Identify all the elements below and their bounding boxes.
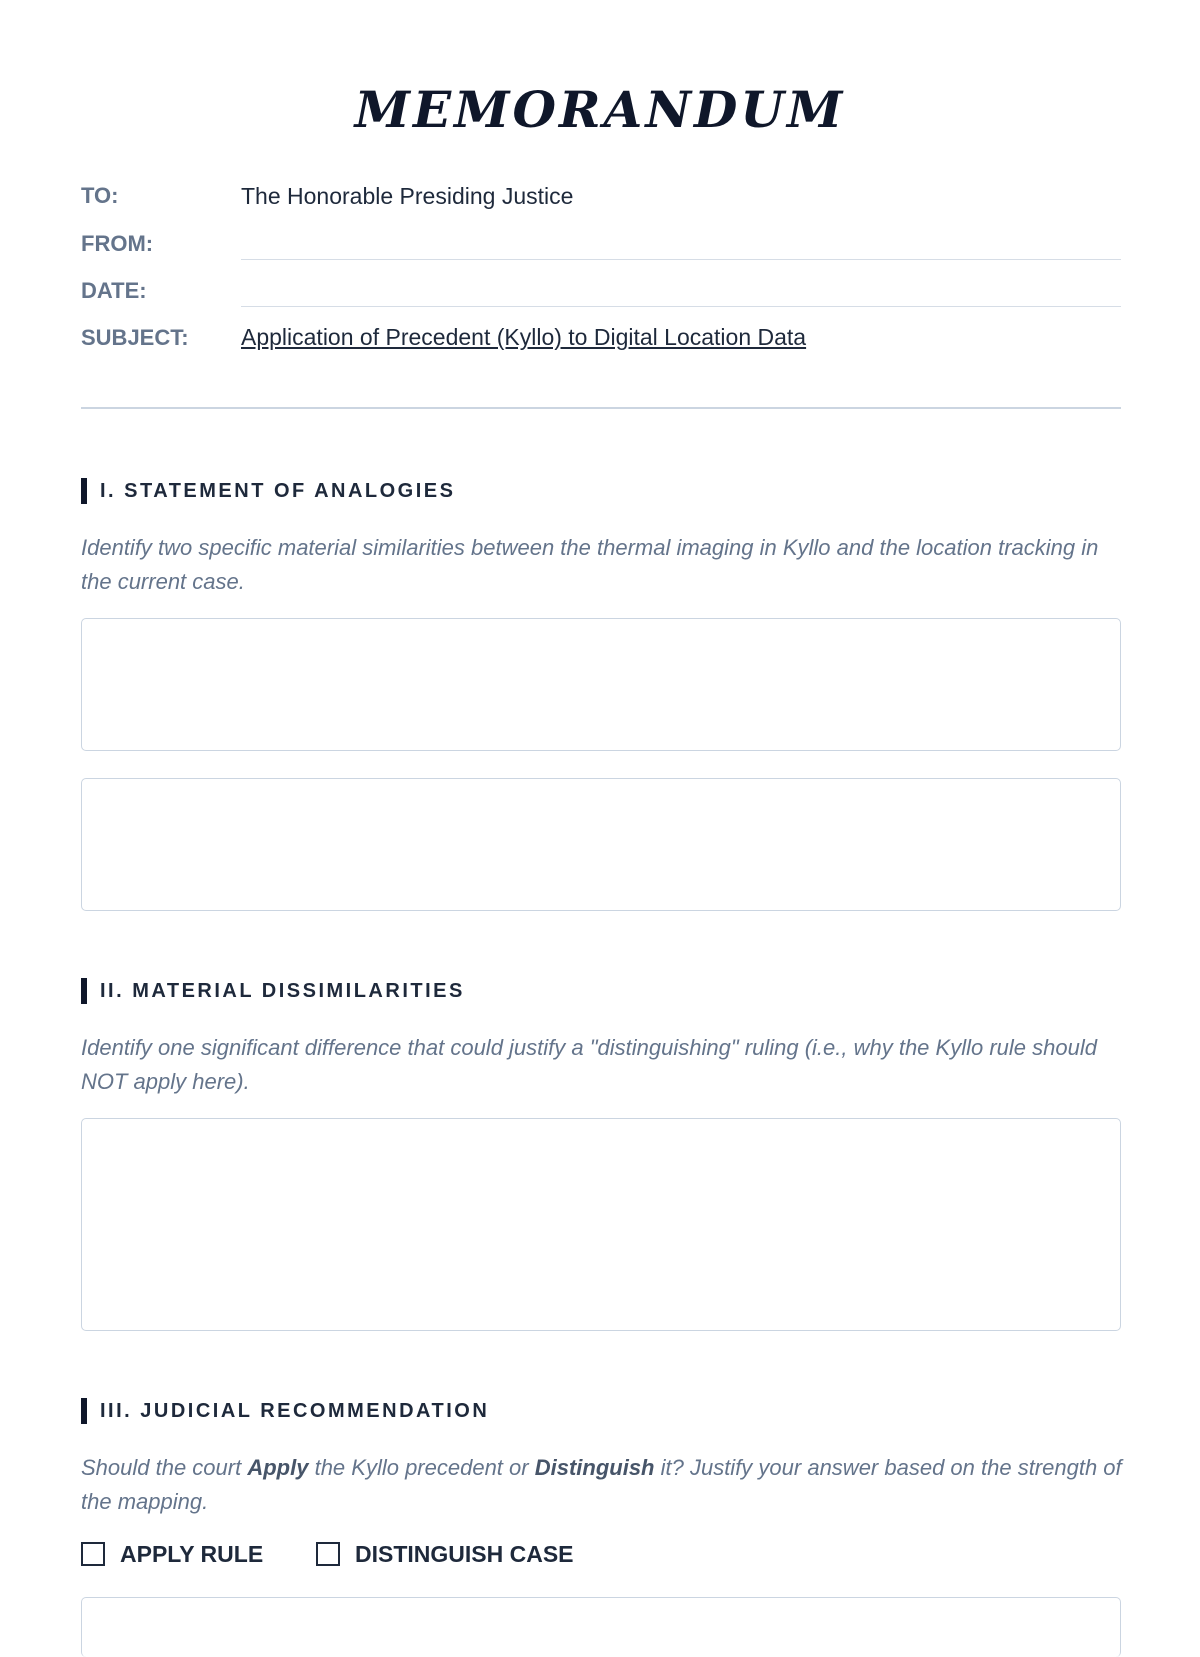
section-2-instruction: Identify one significant difference that could justify a "distinguishing" ruling (i.e., why the Kyllo rule should NOT apply here). [81,1035,1097,1094]
section-marker [81,1398,87,1424]
header-divider [81,407,1121,409]
memo-title: MEMORANDUM [354,80,846,139]
apply-rule-label: APPLY RULE [120,1540,264,1567]
apply-rule-option[interactable] [81,1540,263,1568]
distinguish-case-option[interactable] [316,1540,574,1568]
analogy-2-input[interactable] [81,778,1121,911]
date-field[interactable] [241,276,1121,307]
date-label: DATE: [81,278,147,303]
section-2-heading [81,978,465,1004]
section-1-title: I. STATEMENT OF ANALOGIES [100,479,456,502]
distinguish-emphasis: Distinguish [534,1455,655,1480]
recommendation-input[interactable] [81,1597,1121,1657]
section-1-heading [81,478,455,504]
from-label: FROM: [81,231,154,256]
apply-rule-checkbox[interactable] [81,1542,105,1566]
section-3-title: III. JUDICIAL RECOMMENDATION [100,1399,490,1422]
to-value: The Honorable Presiding Justice [241,183,574,209]
section-marker [81,478,87,504]
section-2-title: II. MATERIAL DISSIMILARITIES [100,979,465,1002]
instruction-text: Should the court [81,1455,248,1480]
subject-link[interactable]: Application of Precedent (Kyllo) to Digital Location Data [241,324,807,350]
distinguish-case-checkbox[interactable] [316,1542,340,1566]
instruction-text: it? Justify your answer based on the strength of the mapping. [81,1455,1122,1514]
distinguish-case-label: DISTINGUISH CASE [355,1540,574,1567]
apply-emphasis: Apply [247,1455,309,1480]
analogy-1-input[interactable] [81,618,1121,751]
to-label: TO: [81,183,119,208]
from-field[interactable] [241,229,1121,260]
dissimilarity-input[interactable] [81,1118,1121,1331]
section-marker [81,978,87,1004]
section-1-instruction: Identify two specific material similarities between the thermal imaging in Kyllo and the location tracking in the current case. [81,535,1099,594]
section-3-heading [81,1398,489,1424]
subject-label: SUBJECT: [81,325,189,350]
instruction-text: the Kyllo precedent or [308,1455,535,1480]
section-3-instruction [81,1451,1126,1519]
